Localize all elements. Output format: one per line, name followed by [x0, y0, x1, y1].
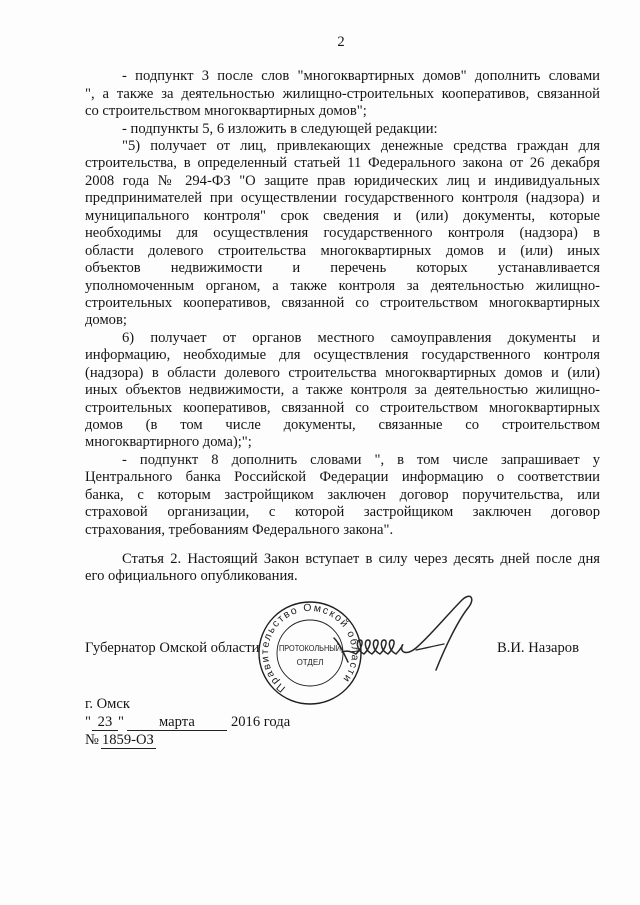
signature-stroke	[334, 638, 348, 662]
page-number: 2	[337, 34, 345, 50]
text-line: - подпункты 5, 6 изложить в следующей редакции:	[122, 120, 438, 137]
stamp-ring-label: Правительство Омской области	[258, 601, 362, 695]
text-line: "5) получает от лиц, привлекающих денежные средства граждан для	[122, 138, 600, 155]
stamp-unit-line-1: ПРОТОКОЛЬНЫЙ	[279, 644, 342, 653]
text-line: - подпункт 3 после слов "многоквартирных домов" дополнить словами	[122, 68, 600, 85]
text-line: его официального опубликования.	[85, 567, 298, 584]
text-line: Центрального банка Российской Федерации информацию о соответствии	[85, 469, 600, 486]
text-line: иных объектов недвижимости, а также контроля за деятельностью жилищно-	[85, 382, 600, 399]
signatory-name: В.И. Назаров	[497, 640, 579, 656]
place-of-signing: г. Омск	[85, 695, 130, 712]
subparagraph-5-text	[85, 138, 600, 330]
text-line: области долевого строительства многоквартирных домов и (или) иных	[85, 242, 600, 259]
law-number	[85, 731, 156, 749]
text-line: страхования, требованиям Федерального закона".	[85, 521, 394, 538]
amendments-text	[85, 68, 600, 539]
text-line: необходимы для осуществления государственного контроля (надзора) в	[85, 225, 600, 242]
article-2	[85, 551, 600, 586]
text-line: строительных кооперативов, связанной со строительством многоквартирных	[85, 399, 600, 416]
text-line: уполномоченным органом, а также контроля за деятельностью жилищно-	[85, 277, 600, 294]
text-line: (надзора) в области долевого строительства многоквартирных домов и (или)	[85, 364, 600, 381]
signing-date	[85, 713, 290, 731]
text-line: предпринимателей при осуществлении государственного контроля (надзора) и	[85, 190, 600, 207]
text-line: строительства, в определенный статьей 11 Федерального закона от 26 декабря	[85, 155, 600, 172]
text-line: банка, с которым застройщиком заключен договор поручительства, или	[85, 486, 600, 503]
text-line: страховой организации, с которой застройщиком заключен договор	[85, 504, 600, 521]
text-line: Статья 2. Настоящий Закон вступает в силу через десять дней после дня	[122, 550, 600, 567]
date-open-quote: "	[85, 713, 91, 730]
text-line: многоквартирного дома);";	[85, 434, 252, 451]
date-year: 2016 года	[230, 713, 291, 730]
handwritten-signature	[330, 588, 480, 683]
subparagraph-6-text	[85, 330, 600, 452]
text-line: объектов недвижимости и перечень которых устанавливается	[85, 260, 600, 277]
text-line: 6) получает от органов местного самоуправления документы и	[122, 329, 600, 346]
amendment-subparagraphs-5-6-intro	[85, 121, 600, 138]
date-day: 23	[92, 715, 118, 731]
law-number-value: 1859-ОЗ	[101, 731, 154, 748]
amendment-subparagraph-8	[85, 452, 600, 539]
text-line: 2008 года № 294-ФЗ "О защите прав юридических лиц и индивидуальных	[85, 172, 600, 189]
signature-stroke	[342, 596, 472, 670]
text-line: домов;	[85, 312, 127, 329]
stamp-unit-line-2: ОТДЕЛ	[296, 658, 324, 667]
text-line: ", а также за деятельностью жилищно-строительных кооперативов, связанной	[85, 85, 600, 102]
number-sign: №	[85, 731, 99, 748]
text-line: информацию, необходимые для осуществления государственного контроля	[85, 347, 600, 364]
text-line: строительных кооперативов, связанной со строительством многоквартирных	[85, 294, 600, 311]
text-line: домов (в том числе документы, связанные со строительством	[85, 417, 600, 434]
amendment-subparagraph-3	[85, 68, 600, 120]
date-month: марта	[127, 715, 227, 731]
text-line: - подпункт 8 дополнить словами ", в том числе запрашивает у	[122, 451, 600, 468]
text-line: муниципального контроля" срок сведения и (или) документы, которые	[85, 207, 600, 224]
signatory-position: Губернатор Омской области	[85, 640, 260, 656]
text-line: со строительством многоквартирных домов";	[85, 103, 367, 120]
date-close-quote: "	[117, 713, 124, 730]
